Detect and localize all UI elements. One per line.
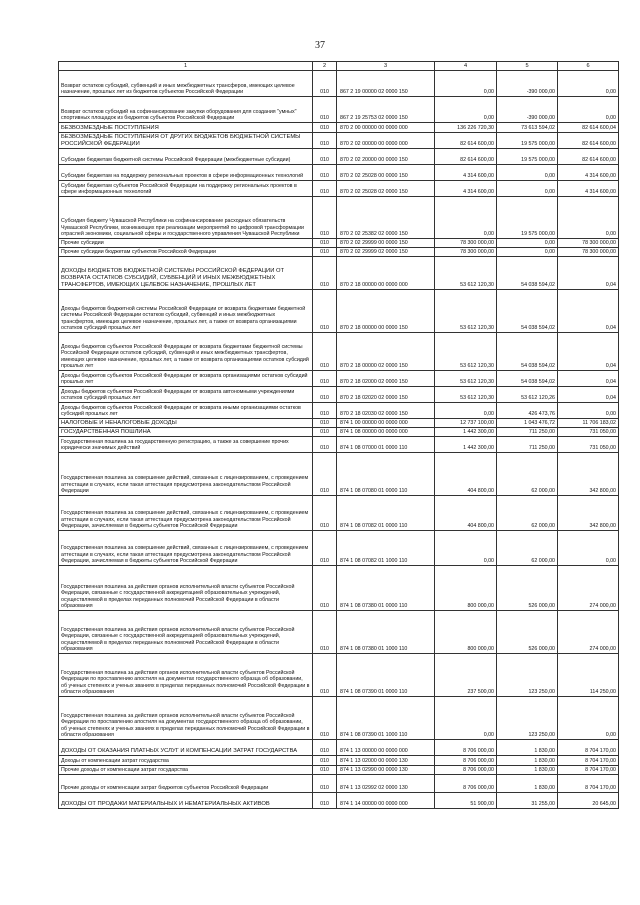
revenue-code: 874 1 08 07082 01 0000 110 bbox=[337, 496, 435, 531]
executed-amount: 19 575 000,00 bbox=[497, 149, 558, 165]
row-name bbox=[59, 496, 313, 531]
executed-amount: 0,00 bbox=[497, 181, 558, 197]
row-name-text: Государственная пошлина за совершение действий, связанных с лицензированием, с проведением аттестации в случаях, если такая аттестация предусмотрена законодательством Российской Федерации, зачисляемая в бюджеты субъектов Российской Федерации bbox=[61, 545, 309, 565]
approved-amount: 78 300 000,00 bbox=[435, 239, 497, 248]
row-name-text: Доходы бюджетов субъектов Российской Федерации от возврата организациями остатков субсидий прошлых лет bbox=[61, 372, 308, 386]
line-code: 010 bbox=[313, 566, 337, 611]
table-row bbox=[59, 197, 619, 239]
row-name bbox=[59, 333, 313, 371]
executed-amount: 0,00 bbox=[497, 248, 558, 257]
table-row bbox=[59, 165, 619, 181]
row-name bbox=[59, 165, 313, 181]
row-name-text: Возврат остатков субсидий, субвенций и иных межбюджетных трансферов, имеющих целевое назначение, прошлых лет из бюджетов субъектов Российской Федерации bbox=[61, 82, 295, 96]
unexecuted-amount: 82 614 600,00 bbox=[558, 149, 619, 165]
line-code: 010 bbox=[313, 437, 337, 453]
row-name-text: Доходы бюджетов бюджетной системы Российской Федерации от возврата бюджетами бюджетной системы Российской Федерации остатков субсидий, субвенций и иных межбюджетных трансфертов, имеющих целевое назначение, прошлых лет, а также от возврата организациями остатков субсидий прошлых лет bbox=[61, 305, 306, 332]
table-row bbox=[59, 697, 619, 740]
row-name-text: ДОХОДЫ БЮДЖЕТОВ БЮДЖЕТНОЙ СИСТЕМЫ РОССИЙСКОЙ ФЕДЕРАЦИИ ОТ ВОЗВРАТА ОСТАТКОВ СУБСИДИЙ, СУБВЕНЦИЙ И ИНЫХ МЕЖБЮДЖЕТНЫХ ТРАНСФЕРТОВ, ИМЕЮЩИХ ЦЕЛЕВОЕ НАЗНАЧЕНИЕ, ПРОШЛЫХ ЛЕТ bbox=[61, 268, 285, 288]
row-name-text: БЕЗВОЗМЕЗДНЫЕ ПОСТУПЛЕНИЯ ОТ ДРУГИХ БЮДЖЕТОВ БЮДЖЕТНОЙ СИСТЕМЫ РОССИЙСКОЙ ФЕДЕРАЦИИ bbox=[61, 134, 301, 147]
line-code: 010 bbox=[313, 97, 337, 123]
line-code: 010 bbox=[313, 766, 337, 775]
row-name-text: Прочие субсидии bbox=[61, 240, 104, 247]
executed-amount: 53 612 120,26 bbox=[497, 387, 558, 403]
row-name-text: Государственная пошлина за совершение действий, связанных с лицензированием, с проведением аттестации в случаях, если такая аттестация предусмотрена законодательством Российской Федерации, зачисляемая в бюджеты субъектов Российской Федерации bbox=[61, 510, 309, 530]
line-code: 010 bbox=[313, 248, 337, 257]
line-code: 010 bbox=[313, 239, 337, 248]
executed-amount: 19 575 000,00 bbox=[497, 197, 558, 239]
line-code: 010 bbox=[313, 775, 337, 793]
approved-amount: 1 442 300,00 bbox=[435, 437, 497, 453]
approved-amount: 404 800,00 bbox=[435, 496, 497, 531]
approved-amount: 53 612 120,30 bbox=[435, 371, 497, 387]
line-code: 010 bbox=[313, 165, 337, 181]
unexecuted-amount: 8 704 170,00 bbox=[558, 766, 619, 775]
row-name-text: Доходы бюджетов субъектов Российской Федерации от возврата автономными учреждениями остатков субсидий прошлых лет bbox=[61, 388, 295, 402]
line-code: 010 bbox=[313, 290, 337, 333]
approved-amount: 0,00 bbox=[435, 403, 497, 419]
unexecuted-amount: 274 000,00 bbox=[558, 566, 619, 611]
revenue-code: 874 1 08 00000 00 0000 000 bbox=[337, 428, 435, 437]
row-name-text: Возврат остатков субсидий на софинансирование закупки оборудования для создания "умных" спортивных площадок из бюджетов субъектов Российской Федерации bbox=[61, 108, 297, 122]
table-row bbox=[59, 257, 619, 290]
approved-amount: 78 300 000,00 bbox=[435, 248, 497, 257]
executed-amount: 62 000,00 bbox=[497, 496, 558, 531]
page-number: 37 bbox=[315, 40, 325, 51]
revenue-code: 870 2 18 00000 02 0000 150 bbox=[337, 333, 435, 371]
unexecuted-amount: 8 704 170,00 bbox=[558, 740, 619, 756]
approved-amount: 8 706 000,00 bbox=[435, 766, 497, 775]
executed-amount: 19 575 000,00 bbox=[497, 133, 558, 149]
revenue-code: 867 2 19 25753 02 0000 150 bbox=[337, 97, 435, 123]
revenue-code: 870 2 18 02030 02 0000 150 bbox=[337, 403, 435, 419]
executed-amount: 73 613 594,02 bbox=[497, 123, 558, 133]
revenue-code: 870 2 02 00000 00 0000 000 bbox=[337, 133, 435, 149]
row-name-text: Государственная пошлина за действия органов исполнительной власти субъектов Российской Федерации, связанные с государственной аккредитацией образовательных учреждений, осуществляемой в пределах переданных полномочий Российской Федерации в области образования bbox=[61, 583, 295, 610]
approved-amount: 0,00 bbox=[435, 71, 497, 97]
line-code: 010 bbox=[313, 149, 337, 165]
row-name-text: ДОХОДЫ ОТ ОКАЗАНИЯ ПЛАТНЫХ УСЛУГ И КОМПЕНСАЦИИ ЗАТРАТ ГОСУДАРСТВА bbox=[61, 748, 298, 754]
line-code: 010 bbox=[313, 496, 337, 531]
unexecuted-amount: 82 614 600,04 bbox=[558, 123, 619, 133]
row-name bbox=[59, 428, 313, 437]
executed-amount: 54 038 594,02 bbox=[497, 290, 558, 333]
row-name-text: Прочие доходы от компенсации затрат государства bbox=[61, 767, 188, 774]
line-code: 010 bbox=[313, 654, 337, 697]
approved-amount: 404 800,00 bbox=[435, 453, 497, 496]
line-code: 010 bbox=[313, 531, 337, 566]
table-row bbox=[59, 333, 619, 371]
table-row bbox=[59, 496, 619, 531]
table-row bbox=[59, 793, 619, 809]
approved-amount: 82 614 600,00 bbox=[435, 149, 497, 165]
revenue-code: 874 1 08 07080 01 0000 110 bbox=[337, 453, 435, 496]
row-name bbox=[59, 775, 313, 793]
header-col-4: 4 bbox=[435, 62, 497, 71]
revenue-code: 870 2 02 25028 02 0000 150 bbox=[337, 181, 435, 197]
table-row bbox=[59, 149, 619, 165]
table-row bbox=[59, 290, 619, 333]
table-row bbox=[59, 123, 619, 133]
table-row bbox=[59, 239, 619, 248]
approved-amount: 82 614 600,00 bbox=[435, 133, 497, 149]
executed-amount: 54 038 594,02 bbox=[497, 333, 558, 371]
unexecuted-amount: 0,00 bbox=[558, 403, 619, 419]
table-row bbox=[59, 248, 619, 257]
approved-amount: 8 706 000,00 bbox=[435, 740, 497, 756]
approved-amount: 237 500,00 bbox=[435, 654, 497, 697]
row-name-text: БЕЗВОЗМЕЗДНЫЕ ПОСТУПЛЕНИЯ bbox=[61, 125, 159, 131]
line-code: 010 bbox=[313, 387, 337, 403]
line-code: 010 bbox=[313, 371, 337, 387]
row-name bbox=[59, 290, 313, 333]
revenue-code: 870 2 00 00000 00 0000 000 bbox=[337, 123, 435, 133]
executed-amount: 426 473,76 bbox=[497, 403, 558, 419]
revenue-code: 874 1 14 00000 00 0000 000 bbox=[337, 793, 435, 809]
unexecuted-amount: 20 645,00 bbox=[558, 793, 619, 809]
row-name bbox=[59, 566, 313, 611]
row-name bbox=[59, 371, 313, 387]
revenue-code: 874 1 13 02000 00 0000 130 bbox=[337, 756, 435, 766]
row-name bbox=[59, 437, 313, 453]
unexecuted-amount: 342 800,00 bbox=[558, 453, 619, 496]
row-name-text: НАЛОГОВЫЕ И НЕНАЛОГОВЫЕ ДОХОДЫ bbox=[61, 420, 177, 426]
unexecuted-amount: 0,00 bbox=[558, 71, 619, 97]
header-col-6: 6 bbox=[558, 62, 619, 71]
unexecuted-amount: 731 050,00 bbox=[558, 437, 619, 453]
unexecuted-amount: 342 800,00 bbox=[558, 496, 619, 531]
approved-amount: 0,00 bbox=[435, 531, 497, 566]
executed-amount: 1 830,00 bbox=[497, 775, 558, 793]
executed-amount: 0,00 bbox=[497, 165, 558, 181]
line-code: 010 bbox=[313, 333, 337, 371]
header-col-3: 3 bbox=[337, 62, 435, 71]
executed-amount: 526 000,00 bbox=[497, 566, 558, 611]
line-code: 010 bbox=[313, 419, 337, 428]
header-col-5: 5 bbox=[497, 62, 558, 71]
revenue-code: 870 2 18 00000 00 0000 000 bbox=[337, 257, 435, 290]
unexecuted-amount: 0,04 bbox=[558, 257, 619, 290]
table-row bbox=[59, 775, 619, 793]
table-row bbox=[59, 71, 619, 97]
line-code: 010 bbox=[313, 697, 337, 740]
table-row bbox=[59, 403, 619, 419]
approved-amount: 0,00 bbox=[435, 697, 497, 740]
line-code: 010 bbox=[313, 181, 337, 197]
revenue-code: 870 2 02 25382 02 0000 150 bbox=[337, 197, 435, 239]
table-row bbox=[59, 371, 619, 387]
revenue-code: 870 2 02 29999 02 0000 150 bbox=[337, 248, 435, 257]
line-code: 010 bbox=[313, 453, 337, 496]
executed-amount: 711 250,00 bbox=[497, 437, 558, 453]
table-row bbox=[59, 181, 619, 197]
executed-amount: 1 830,00 bbox=[497, 740, 558, 756]
executed-amount: 123 250,00 bbox=[497, 697, 558, 740]
revenue-code: 870 2 18 02020 02 0000 150 bbox=[337, 387, 435, 403]
budget-table bbox=[58, 61, 619, 809]
revenue-code: 867 2 19 00000 02 0000 150 bbox=[337, 71, 435, 97]
table-row bbox=[59, 453, 619, 496]
unexecuted-amount: 78 300 000,00 bbox=[558, 248, 619, 257]
approved-amount: 12 737 100,00 bbox=[435, 419, 497, 428]
revenue-code: 874 1 13 00000 00 0000 000 bbox=[337, 740, 435, 756]
row-name bbox=[59, 257, 313, 290]
approved-amount: 4 314 600,00 bbox=[435, 181, 497, 197]
row-name bbox=[59, 71, 313, 97]
unexecuted-amount: 274 000,00 bbox=[558, 611, 619, 654]
row-name-text: Субсидии бюджетам на поддержку региональных проектов в сфере информационных технологий bbox=[61, 173, 304, 180]
approved-amount: 0,00 bbox=[435, 97, 497, 123]
executed-amount: 1 830,00 bbox=[497, 766, 558, 775]
approved-amount: 800 000,00 bbox=[435, 611, 497, 654]
approved-amount: 0,00 bbox=[435, 197, 497, 239]
row-name-text: Государственная пошлина за государственную регистрацию, а также за совершение прочих юридически значимых действий bbox=[61, 438, 289, 452]
table-row bbox=[59, 387, 619, 403]
approved-amount: 51 900,00 bbox=[435, 793, 497, 809]
unexecuted-amount: 0,00 bbox=[558, 531, 619, 566]
row-name bbox=[59, 531, 313, 566]
approved-amount: 136 226 720,30 bbox=[435, 123, 497, 133]
approved-amount: 53 612 120,30 bbox=[435, 290, 497, 333]
table-row bbox=[59, 419, 619, 428]
header-col-1: 1 bbox=[59, 62, 313, 71]
executed-amount: 1 830,00 bbox=[497, 756, 558, 766]
executed-amount: 0,00 bbox=[497, 239, 558, 248]
row-name bbox=[59, 611, 313, 654]
row-name bbox=[59, 149, 313, 165]
approved-amount: 1 442 300,00 bbox=[435, 428, 497, 437]
row-name bbox=[59, 403, 313, 419]
row-name bbox=[59, 697, 313, 740]
unexecuted-amount: 82 614 600,00 bbox=[558, 133, 619, 149]
approved-amount: 800 000,00 bbox=[435, 566, 497, 611]
row-name-text: Прочие доходы от компенсации затрат бюджетов субъектов Российской Федерации bbox=[61, 785, 269, 792]
row-name bbox=[59, 387, 313, 403]
approved-amount: 8 706 000,00 bbox=[435, 775, 497, 793]
executed-amount: 62 000,00 bbox=[497, 531, 558, 566]
executed-amount: 711 250,00 bbox=[497, 428, 558, 437]
table-row bbox=[59, 428, 619, 437]
unexecuted-amount: 731 050,00 bbox=[558, 428, 619, 437]
row-name-text: Государственная пошлина за действия органов исполнительной власти субъектов Российской Федерации по проставлению апостиля на документах государственного образца об образовании, об ученых степенях и ученых званиях в пределах переданных полномочий Российской Федерации в области образования bbox=[61, 712, 310, 739]
row-name bbox=[59, 793, 313, 809]
unexecuted-amount: 0,00 bbox=[558, 197, 619, 239]
row-name bbox=[59, 756, 313, 766]
row-name-text: Государственная пошлина за совершение действий, связанных с лицензированием, с проведением аттестации в случаях, если такая аттестация предусмотрена законодательством Российской Федерации bbox=[61, 475, 309, 495]
revenue-code: 870 2 02 29999 00 0000 150 bbox=[337, 239, 435, 248]
row-name-text: Доходы бюджетов субъектов Российской Федерации от возврата бюджетами бюджетной системы Российской Федерации остатков субсидий, субвенций и иных межбюджетных трансфертов, имеющих целевое назначение, прошлых лет, а также от возврата организациями остатков субсидий прошлых лет bbox=[61, 343, 309, 370]
row-name-text: Субсидии бюджетам субъектов Российской Федерации на поддержку региональных проектов в сфере информационных технологий bbox=[61, 182, 297, 196]
row-name bbox=[59, 740, 313, 756]
line-code: 010 bbox=[313, 257, 337, 290]
line-code: 010 bbox=[313, 123, 337, 133]
unexecuted-amount: 8 704 170,00 bbox=[558, 756, 619, 766]
unexecuted-amount: 0,04 bbox=[558, 387, 619, 403]
executed-amount: 526 000,00 bbox=[497, 611, 558, 654]
row-name-text: Прочие субсидии бюджетам субъектов Российской Федерации bbox=[61, 249, 216, 256]
unexecuted-amount: 4 314 600,00 bbox=[558, 165, 619, 181]
table-row bbox=[59, 654, 619, 697]
line-code: 010 bbox=[313, 740, 337, 756]
row-name-text: Субсидии бюджетам бюджетной системы Российской Федерации (межбюджетные субсидии) bbox=[61, 157, 291, 164]
revenue-code: 870 2 18 02000 02 0000 150 bbox=[337, 371, 435, 387]
revenue-code: 870 2 18 00000 00 0000 150 bbox=[337, 290, 435, 333]
line-code: 010 bbox=[313, 197, 337, 239]
table-row bbox=[59, 566, 619, 611]
row-name bbox=[59, 453, 313, 496]
unexecuted-amount: 0,04 bbox=[558, 371, 619, 387]
unexecuted-amount: 11 706 183,02 bbox=[558, 419, 619, 428]
table-row bbox=[59, 437, 619, 453]
approved-amount: 53 612 120,30 bbox=[435, 257, 497, 290]
revenue-code: 874 1 08 07390 01 1000 110 bbox=[337, 697, 435, 740]
revenue-code: 874 1 08 07390 01 0000 110 bbox=[337, 654, 435, 697]
executed-amount: -390 000,00 bbox=[497, 97, 558, 123]
row-name-text: Государственная пошлина за действия органов исполнительной власти субъектов Российской Федерации по проставлению апостиля на документах государственного образца об образовании, об ученых степенях и ученых званиях в пределах переданных полномочий Российской Федерации в области образования bbox=[61, 669, 310, 696]
approved-amount: 8 706 000,00 bbox=[435, 756, 497, 766]
row-name bbox=[59, 123, 313, 133]
revenue-code: 874 1 00 00000 00 0000 000 bbox=[337, 419, 435, 428]
line-code: 010 bbox=[313, 428, 337, 437]
row-name bbox=[59, 239, 313, 248]
revenue-code: 870 2 02 20000 00 0000 150 bbox=[337, 149, 435, 165]
approved-amount: 53 612 120,30 bbox=[435, 333, 497, 371]
unexecuted-amount: 0,04 bbox=[558, 290, 619, 333]
executed-amount: -390 000,00 bbox=[497, 71, 558, 97]
row-name-text: Доходы от компенсации затрат государства bbox=[61, 758, 169, 765]
line-code: 010 bbox=[313, 133, 337, 149]
line-code: 010 bbox=[313, 403, 337, 419]
row-name bbox=[59, 654, 313, 697]
row-name-text: Доходы бюджетов субъектов Российской Федерации от возврата иными организациями остатков субсидий прошлых лет bbox=[61, 404, 301, 418]
table-row bbox=[59, 531, 619, 566]
row-name bbox=[59, 197, 313, 239]
approved-amount: 53 612 120,30 bbox=[435, 387, 497, 403]
header-col-2: 2 bbox=[313, 62, 337, 71]
row-name-text: Субсидия бюджету Чувашской Республики на софинансирование расходных обязательств Чувашской Республики, возникающих при реализации мероприятий по цифровой трансформации отраслей экономики, социальной сферы и государственного управления Чувашской Республики bbox=[61, 218, 305, 238]
row-name-text: Государственная пошлина за действия органов исполнительной власти субъектов Российской Федерации, связанные с государственной аккредитацией образовательных учреждений, осуществляемой в пределах переданных полномочий Российской Федерации в области образования bbox=[61, 626, 295, 653]
table-header-row bbox=[59, 62, 619, 71]
revenue-code: 874 1 08 07380 01 0000 110 bbox=[337, 566, 435, 611]
line-code: 010 bbox=[313, 793, 337, 809]
table-row bbox=[59, 766, 619, 775]
table-row bbox=[59, 97, 619, 123]
unexecuted-amount: 0,00 bbox=[558, 97, 619, 123]
row-name-text: ДОХОДЫ ОТ ПРОДАЖИ МАТЕРИАЛЬНЫХ И НЕМАТЕРИАЛЬНЫХ АКТИВОВ bbox=[61, 801, 270, 807]
revenue-code: 874 1 13 02990 00 0000 130 bbox=[337, 766, 435, 775]
row-name-text: ГОСУДАРСТВЕННАЯ ПОШЛИНА bbox=[61, 429, 151, 435]
row-name bbox=[59, 419, 313, 428]
row-name bbox=[59, 766, 313, 775]
unexecuted-amount: 8 704 170,00 bbox=[558, 775, 619, 793]
row-name bbox=[59, 133, 313, 149]
executed-amount: 123 250,00 bbox=[497, 654, 558, 697]
line-code: 010 bbox=[313, 71, 337, 97]
executed-amount: 62 000,00 bbox=[497, 453, 558, 496]
table-row bbox=[59, 756, 619, 766]
executed-amount: 1 043 476,72 bbox=[497, 419, 558, 428]
unexecuted-amount: 114 250,00 bbox=[558, 654, 619, 697]
line-code: 010 bbox=[313, 611, 337, 654]
line-code: 010 bbox=[313, 756, 337, 766]
revenue-code: 874 1 08 07380 01 1000 110 bbox=[337, 611, 435, 654]
row-name bbox=[59, 248, 313, 257]
row-name bbox=[59, 97, 313, 123]
executed-amount: 54 038 594,02 bbox=[497, 371, 558, 387]
approved-amount: 4 314 600,00 bbox=[435, 165, 497, 181]
revenue-code: 870 2 02 25028 00 0000 150 bbox=[337, 165, 435, 181]
unexecuted-amount: 0,00 bbox=[558, 697, 619, 740]
table-row bbox=[59, 740, 619, 756]
revenue-code: 874 1 08 07082 01 1000 110 bbox=[337, 531, 435, 566]
executed-amount: 54 038 594,02 bbox=[497, 257, 558, 290]
executed-amount: 31 255,00 bbox=[497, 793, 558, 809]
row-name bbox=[59, 181, 313, 197]
table-row bbox=[59, 133, 619, 149]
unexecuted-amount: 78 300 000,00 bbox=[558, 239, 619, 248]
unexecuted-amount: 4 314 600,00 bbox=[558, 181, 619, 197]
revenue-code: 874 1 13 02992 02 0000 130 bbox=[337, 775, 435, 793]
revenue-code: 874 1 08 07000 01 0000 110 bbox=[337, 437, 435, 453]
table-row bbox=[59, 611, 619, 654]
unexecuted-amount: 0,04 bbox=[558, 333, 619, 371]
